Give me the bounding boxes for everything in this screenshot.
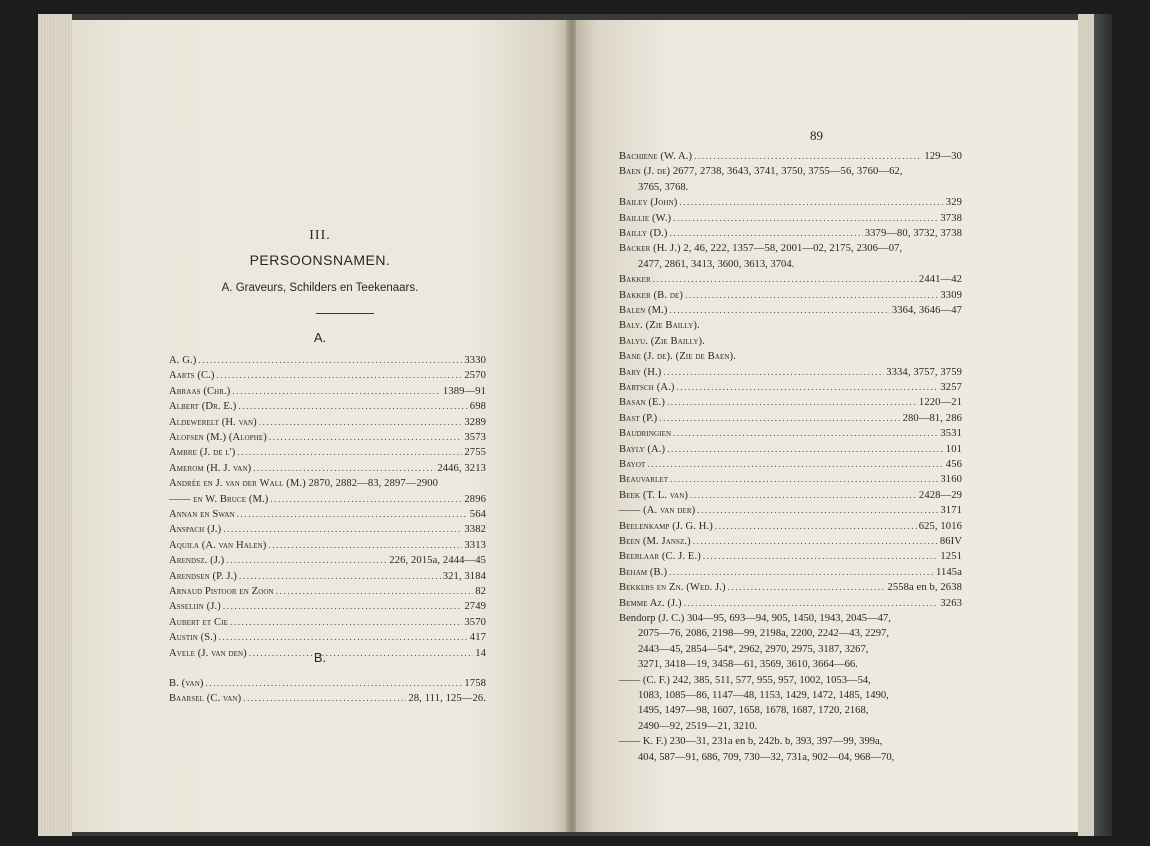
page-number: 89 bbox=[810, 128, 823, 143]
entry-reference: 2446, 3213 bbox=[437, 462, 486, 474]
entry-reference: 2570 bbox=[464, 370, 486, 382]
leader-dots bbox=[226, 554, 387, 567]
entry-name: Beerlaar (C. J. E.) bbox=[619, 551, 701, 563]
index-entry bbox=[619, 504, 962, 517]
entry-reference: 3330 bbox=[464, 355, 486, 366]
index-entry bbox=[619, 535, 962, 548]
entry-name: Balen (M.) bbox=[619, 305, 668, 316]
index-entry bbox=[619, 319, 962, 332]
entry-name: Annan en Swan bbox=[169, 509, 235, 520]
index-entry bbox=[169, 508, 486, 521]
entry-reference: 2896 bbox=[464, 493, 486, 505]
leader-dots bbox=[249, 647, 473, 660]
leader-dots bbox=[269, 431, 463, 444]
leader-dots bbox=[276, 585, 474, 598]
leader-dots bbox=[694, 150, 922, 163]
entry-reference: 28, 111, 125—26. bbox=[408, 693, 486, 705]
entry-name: Beek (T. L. van) bbox=[619, 489, 688, 501]
entry-name: Bailey (John) bbox=[619, 197, 678, 209]
index-entry bbox=[169, 369, 486, 382]
entry-name: Bane (J. de). (Zie de Baen). bbox=[619, 351, 736, 363]
entry-reference: 3289 bbox=[464, 416, 486, 428]
leader-dots bbox=[659, 412, 900, 425]
index-entry bbox=[619, 381, 962, 394]
entry-name: Baillie (W.) bbox=[619, 212, 672, 224]
left-page-edges bbox=[38, 14, 72, 836]
index-entry bbox=[169, 462, 486, 475]
entry-reference: 3334, 3757, 3759 bbox=[886, 366, 962, 378]
entry-name: Bakker bbox=[619, 274, 651, 286]
leader-dots bbox=[219, 631, 468, 644]
leader-dots bbox=[223, 523, 462, 536]
entry-name: Andrée en J. van der Wall (M.) 2870, 2882—83, 2897—2900 bbox=[169, 478, 439, 490]
entry-name: Been (M. Jansz.) bbox=[619, 536, 691, 547]
index-entry bbox=[619, 489, 962, 502]
entry-reference: 2749 bbox=[464, 601, 486, 613]
index-entry bbox=[619, 473, 962, 486]
index-entry bbox=[169, 585, 486, 598]
entry-name: Basan (E.) bbox=[619, 397, 665, 409]
bendorp-line: —— K. F.) 230—31, 231a en b, 242b. b, 393, 397—99, 399a, bbox=[619, 736, 883, 748]
entry-name: Balyu. (Zie Bailly). bbox=[619, 335, 705, 347]
index-entry bbox=[619, 427, 962, 440]
index-entry bbox=[619, 304, 962, 317]
index-entry bbox=[619, 550, 962, 563]
entry-name: Baen (J. de) 2677, 2738, 3643, 3741, 3750, 3755—56, 3760—62, bbox=[619, 166, 903, 178]
leader-dots bbox=[230, 616, 462, 629]
index-entry bbox=[619, 150, 962, 163]
leader-dots bbox=[663, 366, 884, 379]
entry-reference: 3382 bbox=[464, 524, 486, 536]
entry-reference: 280—81, 286 bbox=[902, 412, 962, 424]
subsection-title: A. Graveurs, Schilders en Teekenaars. bbox=[221, 282, 419, 294]
leader-dots bbox=[670, 473, 938, 486]
leader-dots bbox=[669, 227, 862, 240]
entry-name: Arendsz. (J.) bbox=[169, 555, 225, 567]
entry-continuation: 2477, 2861, 3413, 3600, 3613, 3704. bbox=[638, 258, 795, 270]
entry-reference: 1758 bbox=[464, 678, 486, 689]
index-entry bbox=[169, 385, 486, 398]
entry-reference: 2428—29 bbox=[918, 489, 962, 501]
entry-name: Bayot bbox=[619, 459, 646, 470]
index-entry bbox=[619, 520, 962, 533]
book-cover-edge bbox=[1094, 14, 1112, 836]
index-entry bbox=[619, 396, 962, 409]
leader-dots bbox=[270, 493, 462, 506]
divider-rule bbox=[316, 313, 374, 314]
leader-dots bbox=[237, 508, 468, 521]
entry-name: Baudringien bbox=[619, 428, 672, 440]
entry-reference: 3573 bbox=[464, 432, 486, 443]
entry-reference: 226, 2015a, 2444—45 bbox=[389, 555, 486, 567]
index-entry bbox=[169, 477, 486, 490]
entry-name: Avele (J. van den) bbox=[169, 647, 247, 659]
index-entry bbox=[619, 227, 962, 240]
leader-dots bbox=[232, 385, 440, 398]
index-entry bbox=[619, 412, 962, 425]
leader-dots bbox=[239, 570, 441, 583]
leader-dots bbox=[690, 489, 917, 502]
entry-reference: 3309 bbox=[940, 289, 962, 301]
index-entry bbox=[619, 350, 962, 363]
entry-name: Bartsch (A.) bbox=[619, 382, 675, 393]
bendorp-line: 1495, 1497—98, 1607, 1658, 1678, 1687, 1720, 2168, bbox=[638, 705, 869, 717]
leader-dots bbox=[703, 550, 939, 563]
leader-dots bbox=[205, 677, 462, 690]
entry-reference: 2558a en b, 2638 bbox=[887, 582, 962, 594]
entry-reference: 3531 bbox=[940, 428, 962, 440]
entry-name: A. G.) bbox=[169, 355, 197, 366]
entry-name: Aldewerelt (H. van) bbox=[169, 416, 257, 428]
bendorp-line: 3271, 3418—19, 3458—61, 3569, 3610, 3664—66. bbox=[638, 659, 858, 671]
leader-dots bbox=[223, 600, 463, 613]
index-entry bbox=[169, 554, 486, 567]
section-number: III. bbox=[309, 228, 331, 243]
entry-name: Aarts (C.) bbox=[169, 370, 215, 382]
leader-dots bbox=[673, 427, 938, 440]
entry-reference: 86IV bbox=[939, 536, 962, 547]
leader-dots bbox=[679, 196, 943, 209]
entry-name: Baly. (Zie Bailly). bbox=[619, 320, 700, 332]
entry-name: Anspach (J.) bbox=[169, 524, 222, 536]
entry-reference: 1389—91 bbox=[442, 385, 486, 397]
index-entry bbox=[169, 677, 486, 690]
entry-reference: 3570 bbox=[464, 616, 486, 628]
index-entry bbox=[169, 600, 486, 613]
index-entry bbox=[619, 366, 962, 379]
entry-name: Abraas (Chr.) bbox=[169, 385, 231, 397]
index-entry bbox=[169, 631, 486, 644]
leader-dots bbox=[673, 212, 938, 225]
entry-reference: 14 bbox=[475, 647, 486, 659]
leader-dots bbox=[198, 354, 462, 367]
index-entry bbox=[619, 273, 962, 286]
leader-dots bbox=[697, 504, 938, 517]
entry-reference: 625, 1016 bbox=[918, 520, 962, 532]
entry-name: Aquila (A. van Halen) bbox=[169, 539, 267, 551]
index-entry bbox=[619, 458, 962, 471]
leader-dots bbox=[715, 520, 917, 533]
bendorp-line: 1083, 1085—86, 1147—48, 1153, 1429, 1472, 1485, 1490, bbox=[638, 690, 889, 701]
index-entry bbox=[619, 335, 962, 348]
leader-dots bbox=[217, 369, 463, 382]
entry-name: Bakker (B. de) bbox=[619, 289, 683, 301]
leader-dots bbox=[667, 443, 944, 456]
leader-dots bbox=[676, 381, 938, 394]
entry-name: Asselijn (J.) bbox=[169, 601, 221, 613]
entry-reference: 3738 bbox=[940, 212, 962, 224]
entry-name: Bekkers en Zn. (Wed. J.) bbox=[619, 582, 726, 594]
entry-name: Bachiene (W. A.) bbox=[619, 151, 693, 162]
index-entry bbox=[169, 431, 486, 444]
leader-dots bbox=[669, 566, 934, 579]
entry-reference: 82 bbox=[475, 586, 486, 597]
entry-reference: 3171 bbox=[940, 505, 962, 517]
entry-continuation: 3765, 3768. bbox=[638, 181, 689, 193]
entry-name: Austin (S.) bbox=[169, 632, 217, 644]
entry-reference: 329 bbox=[945, 197, 962, 209]
bendorp-line: Bendorp (J. C.) 304—95, 693—94, 905, 1450, 1943, 2045—47, bbox=[619, 613, 891, 624]
entry-name: Arnaud Pistoor en Zoon bbox=[169, 586, 274, 597]
leader-dots bbox=[268, 539, 462, 552]
bendorp-line: —— (C. F.) 242, 385, 511, 577, 955, 957, 1002, 1053—54, bbox=[619, 674, 871, 686]
leader-dots bbox=[253, 462, 435, 475]
entry-name: Alofsen (M.) (Alophe) bbox=[169, 432, 267, 443]
index-entry bbox=[169, 616, 486, 629]
index-entry bbox=[169, 539, 486, 552]
entry-name: Baarsel (C. van) bbox=[169, 693, 242, 705]
entry-name: Beauvarlet bbox=[619, 474, 669, 486]
index-entry bbox=[619, 581, 962, 594]
letter-heading-b: B. bbox=[313, 650, 327, 665]
leader-dots bbox=[693, 535, 938, 548]
index-entry bbox=[619, 212, 962, 225]
letter-heading-a: A. bbox=[313, 330, 327, 345]
entry-name: Beelenkamp (J. G. H.) bbox=[619, 520, 713, 532]
index-entry bbox=[169, 400, 486, 413]
leader-dots bbox=[238, 400, 467, 413]
index-entry bbox=[169, 416, 486, 429]
leader-dots bbox=[243, 692, 406, 705]
entry-reference: 3364, 3646—47 bbox=[891, 305, 962, 316]
index-entry bbox=[169, 692, 486, 705]
index-entry bbox=[619, 242, 962, 255]
index-entry bbox=[619, 165, 962, 178]
entry-reference: 3263 bbox=[940, 597, 962, 609]
entry-name: Amerom (H. J. van) bbox=[169, 462, 252, 474]
entry-reference: 129—30 bbox=[924, 151, 962, 162]
bendorp-line: 2075—76, 2086, 2198—99, 2198a, 2200, 2242—43, 2297, bbox=[638, 628, 890, 640]
entry-name: Bemme Az. (J.) bbox=[619, 597, 682, 609]
index-entry bbox=[619, 443, 962, 456]
entry-reference: 2755 bbox=[464, 447, 486, 459]
index-entry bbox=[169, 570, 486, 583]
bendorp-line: 2490—92, 2519—21, 3210. bbox=[638, 720, 758, 732]
index-entry bbox=[169, 446, 486, 459]
leader-dots bbox=[237, 446, 462, 459]
index-entry bbox=[169, 647, 486, 660]
entry-reference: 456 bbox=[945, 459, 962, 470]
entry-name: B. (van) bbox=[169, 678, 204, 689]
index-entry bbox=[619, 196, 962, 209]
entry-reference: 321, 3184 bbox=[442, 570, 486, 582]
entry-name: Bailly (D.) bbox=[619, 228, 668, 239]
index-entry bbox=[169, 523, 486, 536]
entry-name: Bary (H.) bbox=[619, 366, 662, 378]
entry-reference: 564 bbox=[469, 509, 486, 520]
entry-reference: 3257 bbox=[940, 382, 962, 393]
entry-name: —— (A. van der) bbox=[619, 505, 696, 517]
entry-reference: 1220—21 bbox=[918, 397, 962, 409]
bendorp-line: 404, 587—91, 686, 709, 730—32, 731a, 902—04, 968—70, bbox=[638, 751, 895, 763]
entry-name: Bayly (A.) bbox=[619, 443, 666, 455]
entry-name: Ambre (J. de l') bbox=[169, 447, 236, 459]
entry-reference: 3379—80, 3732, 3738 bbox=[864, 228, 962, 239]
entry-name: —— en W. Bruce (M.) bbox=[169, 493, 269, 505]
leader-dots bbox=[647, 458, 943, 471]
section-title: PERSOONSNAMEN. bbox=[249, 252, 391, 268]
entry-reference: 698 bbox=[469, 401, 486, 413]
bendorp-line: 2443—45, 2854—54*, 2962, 2970, 2975, 3187, 3267, bbox=[638, 643, 869, 655]
entry-name: Backer (H. J.) 2, 46, 222, 1357—58, 2001—02, 2175, 2306—07, bbox=[619, 243, 903, 255]
index-entry bbox=[169, 354, 486, 367]
right-page-edges bbox=[1078, 14, 1094, 836]
index-entry bbox=[619, 289, 962, 302]
entry-name: Bast (P.) bbox=[619, 412, 658, 424]
leader-dots bbox=[684, 597, 939, 610]
leader-dots bbox=[670, 304, 890, 317]
entry-reference: 1145a bbox=[936, 566, 962, 578]
entry-name: Aubert et Cie bbox=[169, 616, 228, 628]
leader-dots bbox=[728, 581, 886, 594]
entry-reference: 3160 bbox=[940, 474, 962, 486]
index-entry bbox=[169, 493, 486, 506]
leader-dots bbox=[667, 396, 917, 409]
entry-name: Albert (Dr. E.) bbox=[169, 401, 237, 413]
entry-reference: 417 bbox=[469, 632, 486, 644]
entry-reference: 101 bbox=[945, 443, 962, 455]
leader-dots bbox=[653, 273, 917, 286]
entry-reference: 3313 bbox=[464, 539, 486, 551]
index-entry bbox=[619, 566, 962, 579]
entry-name: Beham (B.) bbox=[619, 566, 668, 578]
leader-dots bbox=[685, 289, 938, 302]
entry-reference: 2441—42 bbox=[918, 274, 962, 286]
entry-name: Arendsen (P. J.) bbox=[169, 570, 238, 582]
entry-reference: 1251 bbox=[940, 551, 962, 563]
leader-dots bbox=[259, 416, 463, 429]
index-entry bbox=[619, 597, 962, 610]
